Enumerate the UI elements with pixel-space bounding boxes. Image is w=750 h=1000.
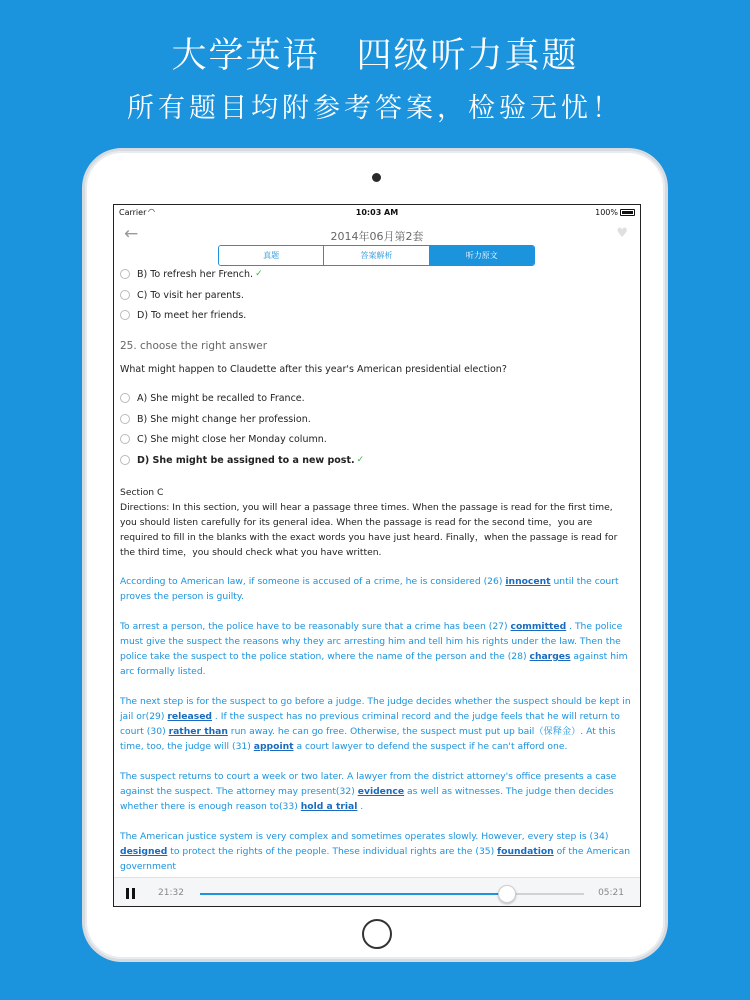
carrier-label: Carrier bbox=[119, 208, 147, 217]
section-c bbox=[120, 485, 630, 560]
radio-icon[interactable] bbox=[120, 269, 130, 279]
passage-text: The American justice system is very complex and sometimes operates slowly. However, every step is (34) bbox=[120, 831, 609, 842]
current-time: 21:32 bbox=[158, 888, 184, 898]
progress-slider[interactable] bbox=[200, 893, 584, 895]
option-label: D) To meet her friends. bbox=[137, 309, 247, 321]
passage-text: against him arc formally listed. bbox=[120, 651, 628, 677]
progress-fill bbox=[200, 893, 507, 895]
answer-keyword: designed bbox=[120, 846, 168, 857]
slider-knob[interactable] bbox=[498, 885, 516, 903]
radio-icon[interactable] bbox=[120, 393, 130, 403]
checkmark-icon: ✓ bbox=[356, 455, 365, 465]
answer-keyword: committed bbox=[510, 621, 567, 632]
option-24-d[interactable] bbox=[120, 308, 246, 322]
answer-keyword: hold a trial bbox=[300, 801, 358, 812]
camera-icon bbox=[372, 173, 381, 182]
answer-keyword: rather than bbox=[168, 726, 228, 737]
passage-text: until the court proves the person is guilty. bbox=[120, 576, 619, 602]
option-25-b[interactable] bbox=[120, 412, 311, 426]
answer-keyword: appoint bbox=[253, 741, 294, 752]
remaining-time: 05:21 bbox=[598, 888, 624, 898]
passage-text: . bbox=[357, 801, 364, 812]
tab-bar bbox=[218, 245, 535, 266]
question-text: What might happen to Claudette after this year's American presidential election? bbox=[120, 364, 507, 375]
passage-text: of the American government bbox=[120, 846, 631, 872]
option-label: C) She might close her Monday column. bbox=[137, 433, 327, 445]
radio-icon[interactable] bbox=[120, 414, 130, 424]
battery-icon bbox=[620, 209, 635, 216]
passage-paragraph-1 bbox=[120, 574, 632, 604]
tab-transcript[interactable]: 听力原文 bbox=[429, 246, 534, 265]
section-directions: Directions: In this section, you will hear a passage three times. When the passage is read for the first time, you should listen carefully for its general idea. When the passage is read for the second time，you are required to fill in the blanks with the exact words you have just heard. Finally，when the passage is read for the third time，you should check what you have written. bbox=[120, 502, 618, 558]
radio-icon[interactable] bbox=[120, 434, 130, 444]
option-25-a[interactable] bbox=[120, 391, 305, 405]
radio-icon[interactable] bbox=[120, 290, 130, 300]
passage-paragraph-4 bbox=[120, 769, 632, 814]
passage-text: to protect the rights of the people. These individual rights are the (35) bbox=[167, 846, 498, 857]
answer-keyword: evidence bbox=[357, 786, 405, 797]
option-25-d[interactable] bbox=[120, 453, 364, 467]
option-label: B) To refresh her French. bbox=[137, 268, 254, 280]
checkmark-icon: ✓ bbox=[255, 269, 263, 279]
tab-questions[interactable]: 真题 bbox=[219, 246, 323, 265]
promo-headline: 大学英语 四级听力真题 bbox=[171, 36, 579, 76]
ipad-frame bbox=[82, 148, 668, 962]
radio-icon[interactable] bbox=[120, 455, 130, 465]
passage-paragraph-5 bbox=[120, 829, 632, 874]
app-screen bbox=[113, 204, 641, 907]
heart-icon[interactable]: ♥ bbox=[616, 226, 628, 241]
question-heading: 25. choose the right answer bbox=[120, 340, 268, 352]
tab-answer-analysis[interactable]: 答案解析 bbox=[323, 246, 428, 265]
option-label: D) She might be assigned to a new post. bbox=[137, 454, 355, 466]
option-label: B) She might change her profession. bbox=[137, 413, 311, 425]
passage-text: . The police must give the suspect the reasons why they arc arresting him and tell him his rights under the law. Then the police take the suspect to the police station, where the name of the person and the (28) bbox=[120, 621, 623, 662]
section-title: Section C bbox=[120, 487, 164, 498]
passage-text: . If the suspect has no previous criminal record and the judge feels that he will return to court (30) bbox=[120, 711, 620, 737]
passage-paragraph-3 bbox=[120, 694, 632, 754]
audio-player bbox=[114, 877, 640, 907]
passage-text: The next step is for the suspect to go before a judge. The judge decides whether the suspect should be kept in jail or(29) bbox=[120, 696, 631, 722]
passage-text: To arrest a person, the police have to be reasonably sure that a crime has been (27) bbox=[120, 621, 511, 632]
answer-keyword: released bbox=[167, 711, 213, 722]
home-button[interactable] bbox=[362, 919, 392, 949]
option-label: C) To visit her parents. bbox=[137, 289, 244, 301]
option-25-c[interactable] bbox=[120, 432, 327, 446]
passage-text: run away. he can go free. Otherwise, the suspect must put up bail（保释金）. At this time, too, the judge will (31) bbox=[120, 726, 616, 752]
promo-subline: 所有题目均附参考答案，检验无忧！ bbox=[127, 93, 623, 124]
passage-paragraph-2 bbox=[120, 619, 632, 679]
answer-keyword: charges bbox=[529, 651, 571, 662]
pause-icon[interactable] bbox=[126, 888, 135, 899]
option-24-c[interactable] bbox=[120, 288, 244, 302]
passage-text: The suspect returns to court a week or two later. A lawyer from the district attorney's office presents a case against the suspect. The attorney may present(32) bbox=[120, 771, 617, 797]
arrow-left-icon[interactable]: ← bbox=[124, 224, 139, 244]
passage-text: According to American law, if someone is accused of a crime, he is considered (26) bbox=[120, 576, 506, 587]
option-24-b[interactable] bbox=[120, 267, 263, 281]
status-time: 10:03 AM bbox=[355, 208, 399, 217]
answer-keyword: innocent bbox=[505, 576, 551, 587]
answer-keyword: foundation bbox=[497, 846, 554, 857]
passage-text: as well as witnesses. The judge then decides whether there is enough reason to(33) bbox=[120, 786, 614, 812]
passage-text: a court lawyer to defend the suspect if he can't afford one. bbox=[293, 741, 568, 752]
option-label: A) She might be recalled to France. bbox=[137, 392, 305, 404]
wifi-icon: ◠ bbox=[148, 207, 155, 216]
battery-percent: 100% bbox=[595, 208, 618, 217]
radio-icon[interactable] bbox=[120, 310, 130, 320]
status-bar bbox=[114, 205, 640, 221]
page-title: 2014年06月第2套 bbox=[330, 230, 424, 243]
